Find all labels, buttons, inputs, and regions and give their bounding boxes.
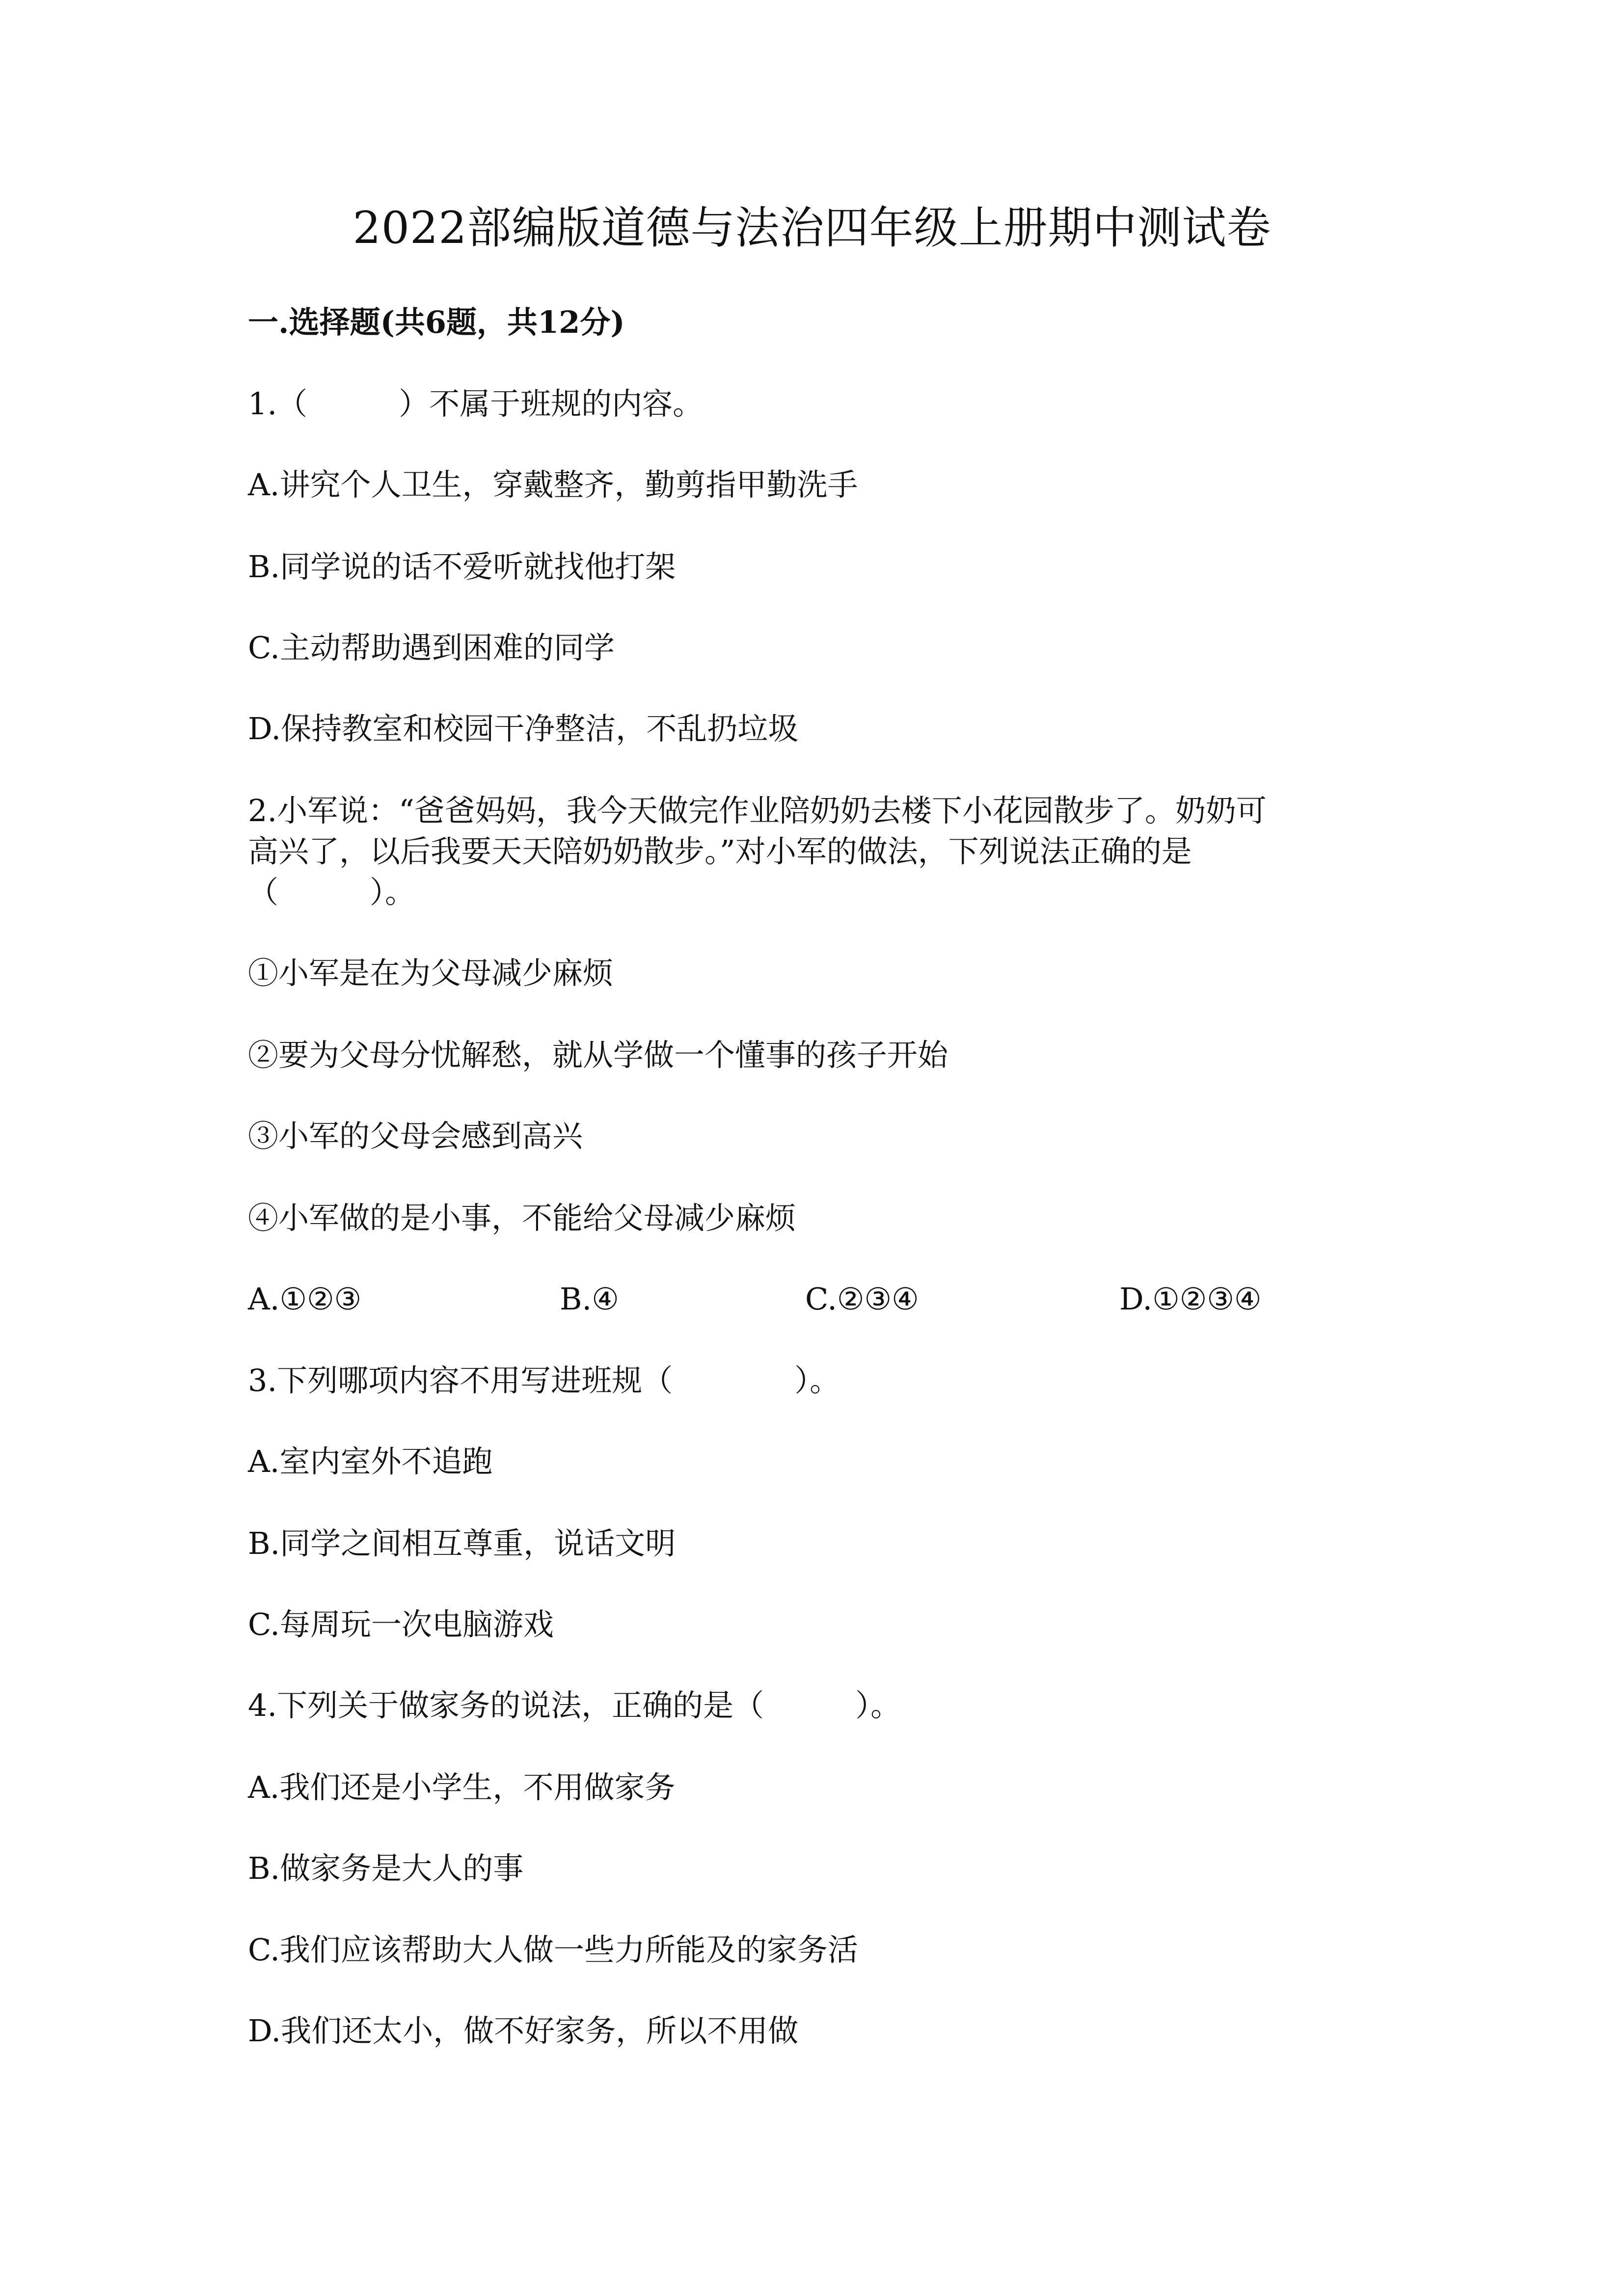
page-title: 2022部编版道德与法治四年级上册期中测试卷 <box>352 202 1272 254</box>
question-2-statement-3: ③小军的父母会感到高兴 <box>248 1118 583 1154</box>
question-4-option-b: B.做家务是大人的事 <box>248 1850 524 1886</box>
question-2-statement-1: ①小军是在为父母减少麻烦 <box>248 955 614 991</box>
question-2-stem-line-1: 2.小军说：“爸爸妈妈，我今天做完作业陪奶奶去楼下小花园散步了。奶奶可 <box>248 793 1267 828</box>
question-2-stem-line-2: 高兴了，以后我要天天陪奶奶散步。”对小军的做法，下列说法正确的是 <box>248 833 1192 869</box>
question-1-option-d: D.保持教室和校园干净整洁，不乱扔垃圾 <box>248 711 799 747</box>
question-3-stem: 3.下列哪项内容不用写进班规（ ）。 <box>248 1362 840 1398</box>
question-4-option-d: D.我们还太小，做不好家务，所以不用做 <box>248 2013 799 2049</box>
question-1-stem: 1.（ ）不属于班规的内容。 <box>248 386 704 422</box>
question-1-option-b: B.同学说的话不爱听就找他打架 <box>248 549 676 585</box>
question-3-option-b: B.同学之间相互尊重，说话文明 <box>248 1525 676 1561</box>
question-1-option-c: C.主动帮助遇到困难的同学 <box>248 630 615 666</box>
question-2-option-c: C.②③④ <box>805 1281 919 1317</box>
question-4-option-c: C.我们应该帮助大人做一些力所能及的家务活 <box>248 1932 858 1968</box>
question-2-option-b: B.④ <box>560 1281 619 1317</box>
question-1-option-a: A.讲究个人卫生，穿戴整齐，勤剪指甲勤洗手 <box>248 467 858 503</box>
question-2-statement-2: ②要为父母分忧解愁，就从学做一个懂事的孩子开始 <box>248 1037 948 1073</box>
question-2-option-d: D.①②③④ <box>1119 1281 1262 1317</box>
question-4-stem: 4.下列关于做家务的说法，正确的是（ ）。 <box>248 1687 901 1723</box>
question-3-option-c: C.每周玩一次电脑游戏 <box>248 1606 554 1642</box>
question-4-option-a: A.我们还是小学生，不用做家务 <box>248 1769 676 1805</box>
question-2-statement-4: ④小军做的是小事，不能给父母减少麻烦 <box>248 1200 796 1236</box>
question-2-option-a: A.①②③ <box>248 1281 362 1317</box>
question-3-option-a: A.室内室外不追跑 <box>248 1443 493 1479</box>
section-heading: 一.选择题(共6题，共12分) <box>248 304 625 340</box>
question-2-stem-line-3: （ ）。 <box>248 874 416 910</box>
